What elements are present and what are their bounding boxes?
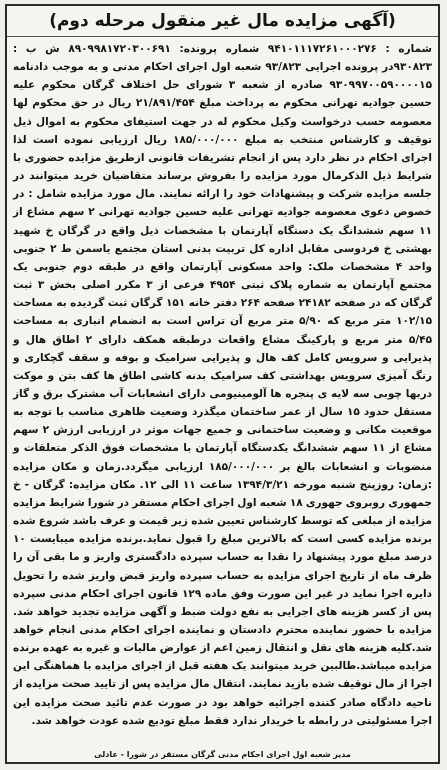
notice-body: شماره : ۹۴۱۰۱۱۱۷۲۶۱۰۰۰۲۷۶ شماره پرونده: ۸۹۰۹۹۸۱۷۲۰۳۰۰۶۹۱ ش ب : ۹۳۰۸۲۳در پرونده اجرایی ۹۳/۸۲۳ شعبه اول اجرای احکام مدنی و به موجب دادنامه ۹۳۰۹۹۷۰۰۵۹۰۰۰۰۱۵ صادره از شعبه ۳ شورای حل اختلاف گرگان محکوم علیه حسین جوادیه تهرانی محکوم به پرداخت مبلغ ۲۱/۸۹۱/۴۵۴ ریال در حق محکوم لها معصومه حسب درخواست وکیل محکوم له در جهت استیفای محکوم به اموال ذیل توقیف و کارشناس منتخب به مبلغ ۱۸۵/۰۰۰/۰۰۰ ریال ارزیابی نموده است لذا اجرای احکام در نظر دارد پس از انجام تشریفات قانونی ازطریق مزایده حضوری با شرایط ذیل الذکرمال مورد مزایده را بفروش برساند متقاضیان خرید میتوانند در جلسه مزایده شرکت و پیشنهادات خود را ارائه نمایند. مال مورد مزایده شامل : در خصوص دعوی معصومه جوادیه تهرانی علیه حسین جوادیه تهرانی ۲ سهم مشاع از ۱۱ سهم ششدانگ یک دستگاه آپارتمان با مشخصات ذیل واقع در گرگان خ شهید بهشتی خ فردوسی مقابل اداره کل تربیت بدنی استان مجتمع یاسمن ط ۲ جنوبی واحد ۴ مشخصات ملک: واحد مسکونی آپارتمان واقع در طبقه دوم جنوبی یک مجتمع آپارتمان به شماره پلاک ثبتی ۴۹۵۴ فرعی از ۳ مکرر اصلی بخش ۳ ثبت گرگان که در صفحه ۲۴۱۸۲ صفحه ۲۶۴ دفتر خانه ۱۵۱ گرگان ثبت گردیده به مساحت ۱۰۲/۱۵ متر مربع که ۵/۹۰ متر مربع آن تراس است به انضمام انباری به مساحت ۵/۴۵ متر مربع و پارکینگ مشاع واقعات درطبقه همکف دارای ۲ اطاق هال و پذیرایی و سرویس کامل کف هال و پذیرایی سرامیک و بوفه و سقف گچکاری و رنگ آمیزی سرویس بهداشتی کف سرامیک بدنه کاشی اطاق ها کف بتن و موکت دربها چوبی سه لایه ی پنجره ها آلومینیومی دارای انشعابات آب مشترک برق و گاز مستقل حدود ۱۵ سال از عمر ساختمان میگذرد وضعیت ظاهری مناسب با توجه به موقعیت مکانی و وضعیت ساختمانی و جمیع جهات موثر در ارزیابی ارزش ۲ سهم مشاع از ۱۱ سهم ششدانگ یکدستگاه آپارتمان با مشخصات فوق الذکر متعلقات و منضوبات و انشعابات بالغ بر ۱۸۵/۰۰۰/۰۰۰ ارزیابی میگردد.زمان و مکان مزایده :زمان: روزپنج شنبه مورخه ۱۳۹۴/۳/۲۱ ساعت ۱۱ الی ۱۲. مکان مزایده: گرگان - خ جمهوری روبروی جهوری ۱۸ شعبه اول اجرای احکام مستقر در شورا شرایط مزایده مزایده از مبلغی که توسط کارشناس تعیین شده زیر قیمت و عرف باشد شروع شده برنده مزایده کسی است که بالاترین مبلغ را قبول نماید.برنده مزایده میبایست ۱۰ درصد مبلغ مورد پیشنهاد را نقدا به حساب سپرده دادگستری واریز و ما بقی آن را ظرف ماه از تاریخ اجرای مزایده به حساب سپرده واریز قبض واریز شده را تحویل دایره اجرا نماید در غیر این صورت وفق ماده ۱۲۹ قانون اجرای احکام مدنی سپرده پس از کسر هزینه های اجرایی به نفع دولت ضبط و آگهی مزایده تجدید خواهد شد. مزایده با حضور نماینده محترم دادستان و نماینده اجرای احکام مدنی انجام خواهد شد.کلیه هزینه های نقل و انتقال زمین اعم از عوارض مالیات و غیره به عهده برنده مزایده میباشد.طالبین خرید میتوانند یک هفته قبل از اجرای مزایده با هماهنگی این اجرا از مال توقیف شده بازید نمایند. انتقال مال مزایده پس از تایید صحت مزایده از ناحیه دادگاه صادر کننده اجرائیه خواهد بود در صورت عدم تائید صحت مزایده این اجرا مسئولیتی در رابطه با خریدار ندارد فقط مبلغ تودیع شده عودت خواهد شد. — [13, 43, 433, 727]
notice-signature: مدیر شعبه اول اجرای احکام مدنی گرگان مستقر در شورا - عادلی — [94, 750, 351, 759]
notice-title: (آگهی مزایده مال غیر منقول مرحله دوم) — [49, 11, 396, 31]
legal-notice — [5, 4, 440, 764]
notice-header — [7, 6, 438, 37]
